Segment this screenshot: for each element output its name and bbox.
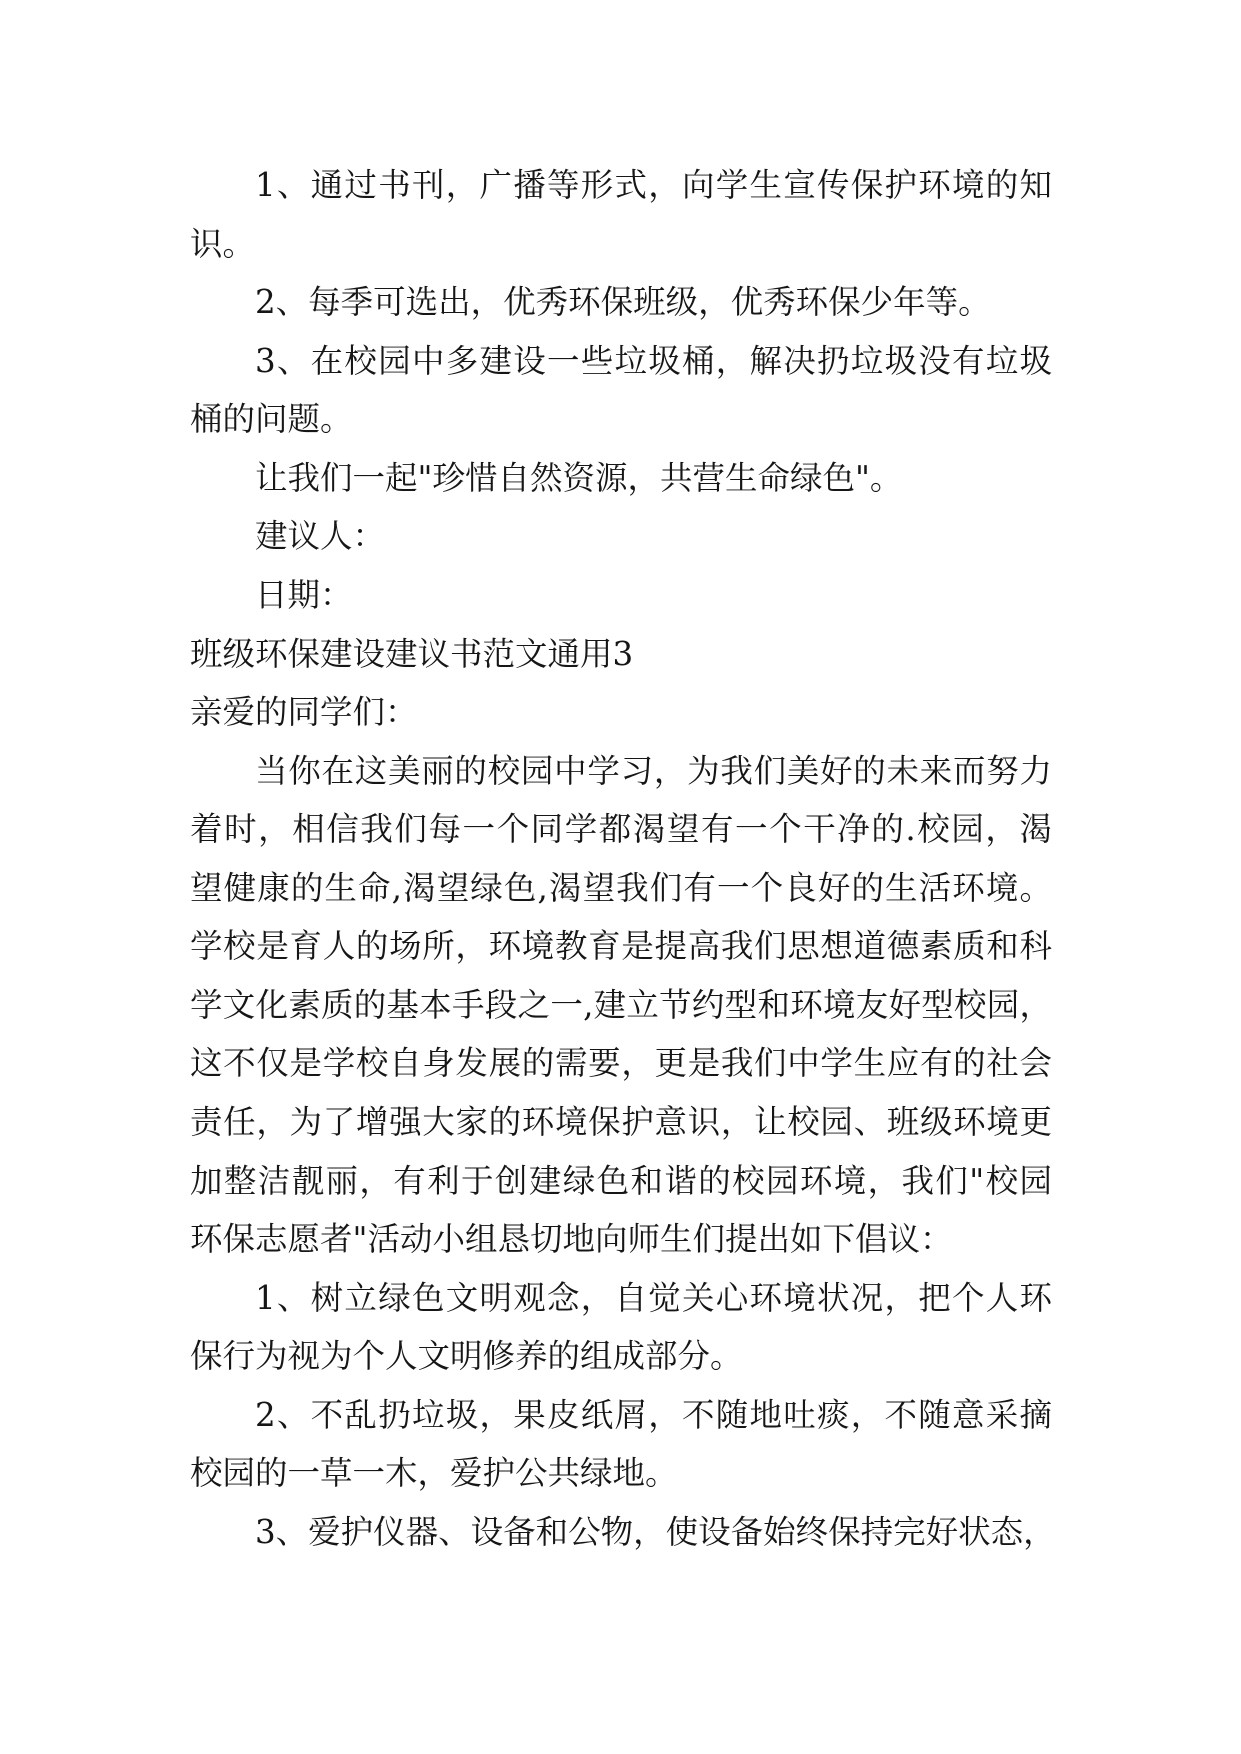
paragraph-line: 校园的一草一木，爱护公共绿地。 [190, 1454, 678, 1493]
closing-slogan: 让我们一起"珍惜自然资源，共营生命绿色"。 [255, 458, 903, 497]
suggestion-item-1 [190, 156, 1052, 273]
paragraph-line: 保行为视为个人文明修养的组成部分。 [190, 1337, 743, 1376]
paragraph-line: 1、通过书刊，广播等形式，向学生宣传保护环境的知 [255, 166, 1052, 204]
proposal-item-1 [190, 1269, 1052, 1386]
intro-paragraph [190, 742, 1052, 1269]
paragraph-line: 学文化素质的基本手段之一,建立节约型和环境友好型校园， [190, 985, 1052, 1024]
suggestion-item-3 [190, 332, 1052, 449]
paragraph-line: 责任，为了增强大家的环境保护意识，让校园、班级环境更 [190, 1103, 1052, 1141]
paragraph-line: 学校是育人的场所，环境教育是提高我们思想道德素质和科 [190, 927, 1052, 966]
paragraph-line: 1、树立绿色文明观念，自觉关心环境状况，把个人环 [255, 1278, 1052, 1317]
proposal-item-2 [190, 1386, 1052, 1503]
paragraph-line: 3、爱护仪器、设备和公物，使设备始终保持完好状态， [255, 1512, 1056, 1551]
section-title: 班级环保建设建议书范文通用3 [190, 634, 634, 673]
paragraph-line: 2、不乱扔垃圾，果皮纸屑，不随地吐痰，不随意采摘 [255, 1395, 1052, 1434]
paragraph-line: 加整洁靓丽，有利于创建绿色和谐的校园环境，我们"校园 [190, 1161, 1052, 1200]
paragraph-line: 桶的问题。 [190, 400, 353, 439]
salutation: 亲爱的同学们： [190, 693, 418, 732]
proposer-label: 建议人： [255, 517, 386, 556]
proposal-item-3 [190, 1503, 1056, 1562]
paragraph-line: 3、在校园中多建设一些垃圾桶，解决扔垃圾没有垃圾 [255, 341, 1052, 380]
paragraph-line: 着时，相信我们每一个同学都渴望有一个干净的.校园，渴 [190, 810, 1052, 849]
paragraph-line: 望健康的生命,渴望绿色,渴望我们有一个良好的生活环境。 [190, 868, 1052, 907]
suggestion-item-2 [190, 273, 1052, 332]
paragraph-line: 这不仅是学校自身发展的需要，更是我们中学生应有的社会 [190, 1044, 1052, 1083]
paragraph-line: 识。 [190, 224, 256, 263]
paragraph-line: 环保志愿者"活动小组恳切地向师生们提出如下倡议： [190, 1220, 953, 1259]
paragraph-line: 当你在这美丽的校园中学习，为我们美好的未来而努力 [255, 751, 1052, 790]
document-body [190, 156, 1056, 1562]
paragraph-line: 2、每季可选出，优秀环保班级，优秀环保少年等。 [255, 283, 991, 322]
date-label: 日期： [255, 575, 353, 614]
